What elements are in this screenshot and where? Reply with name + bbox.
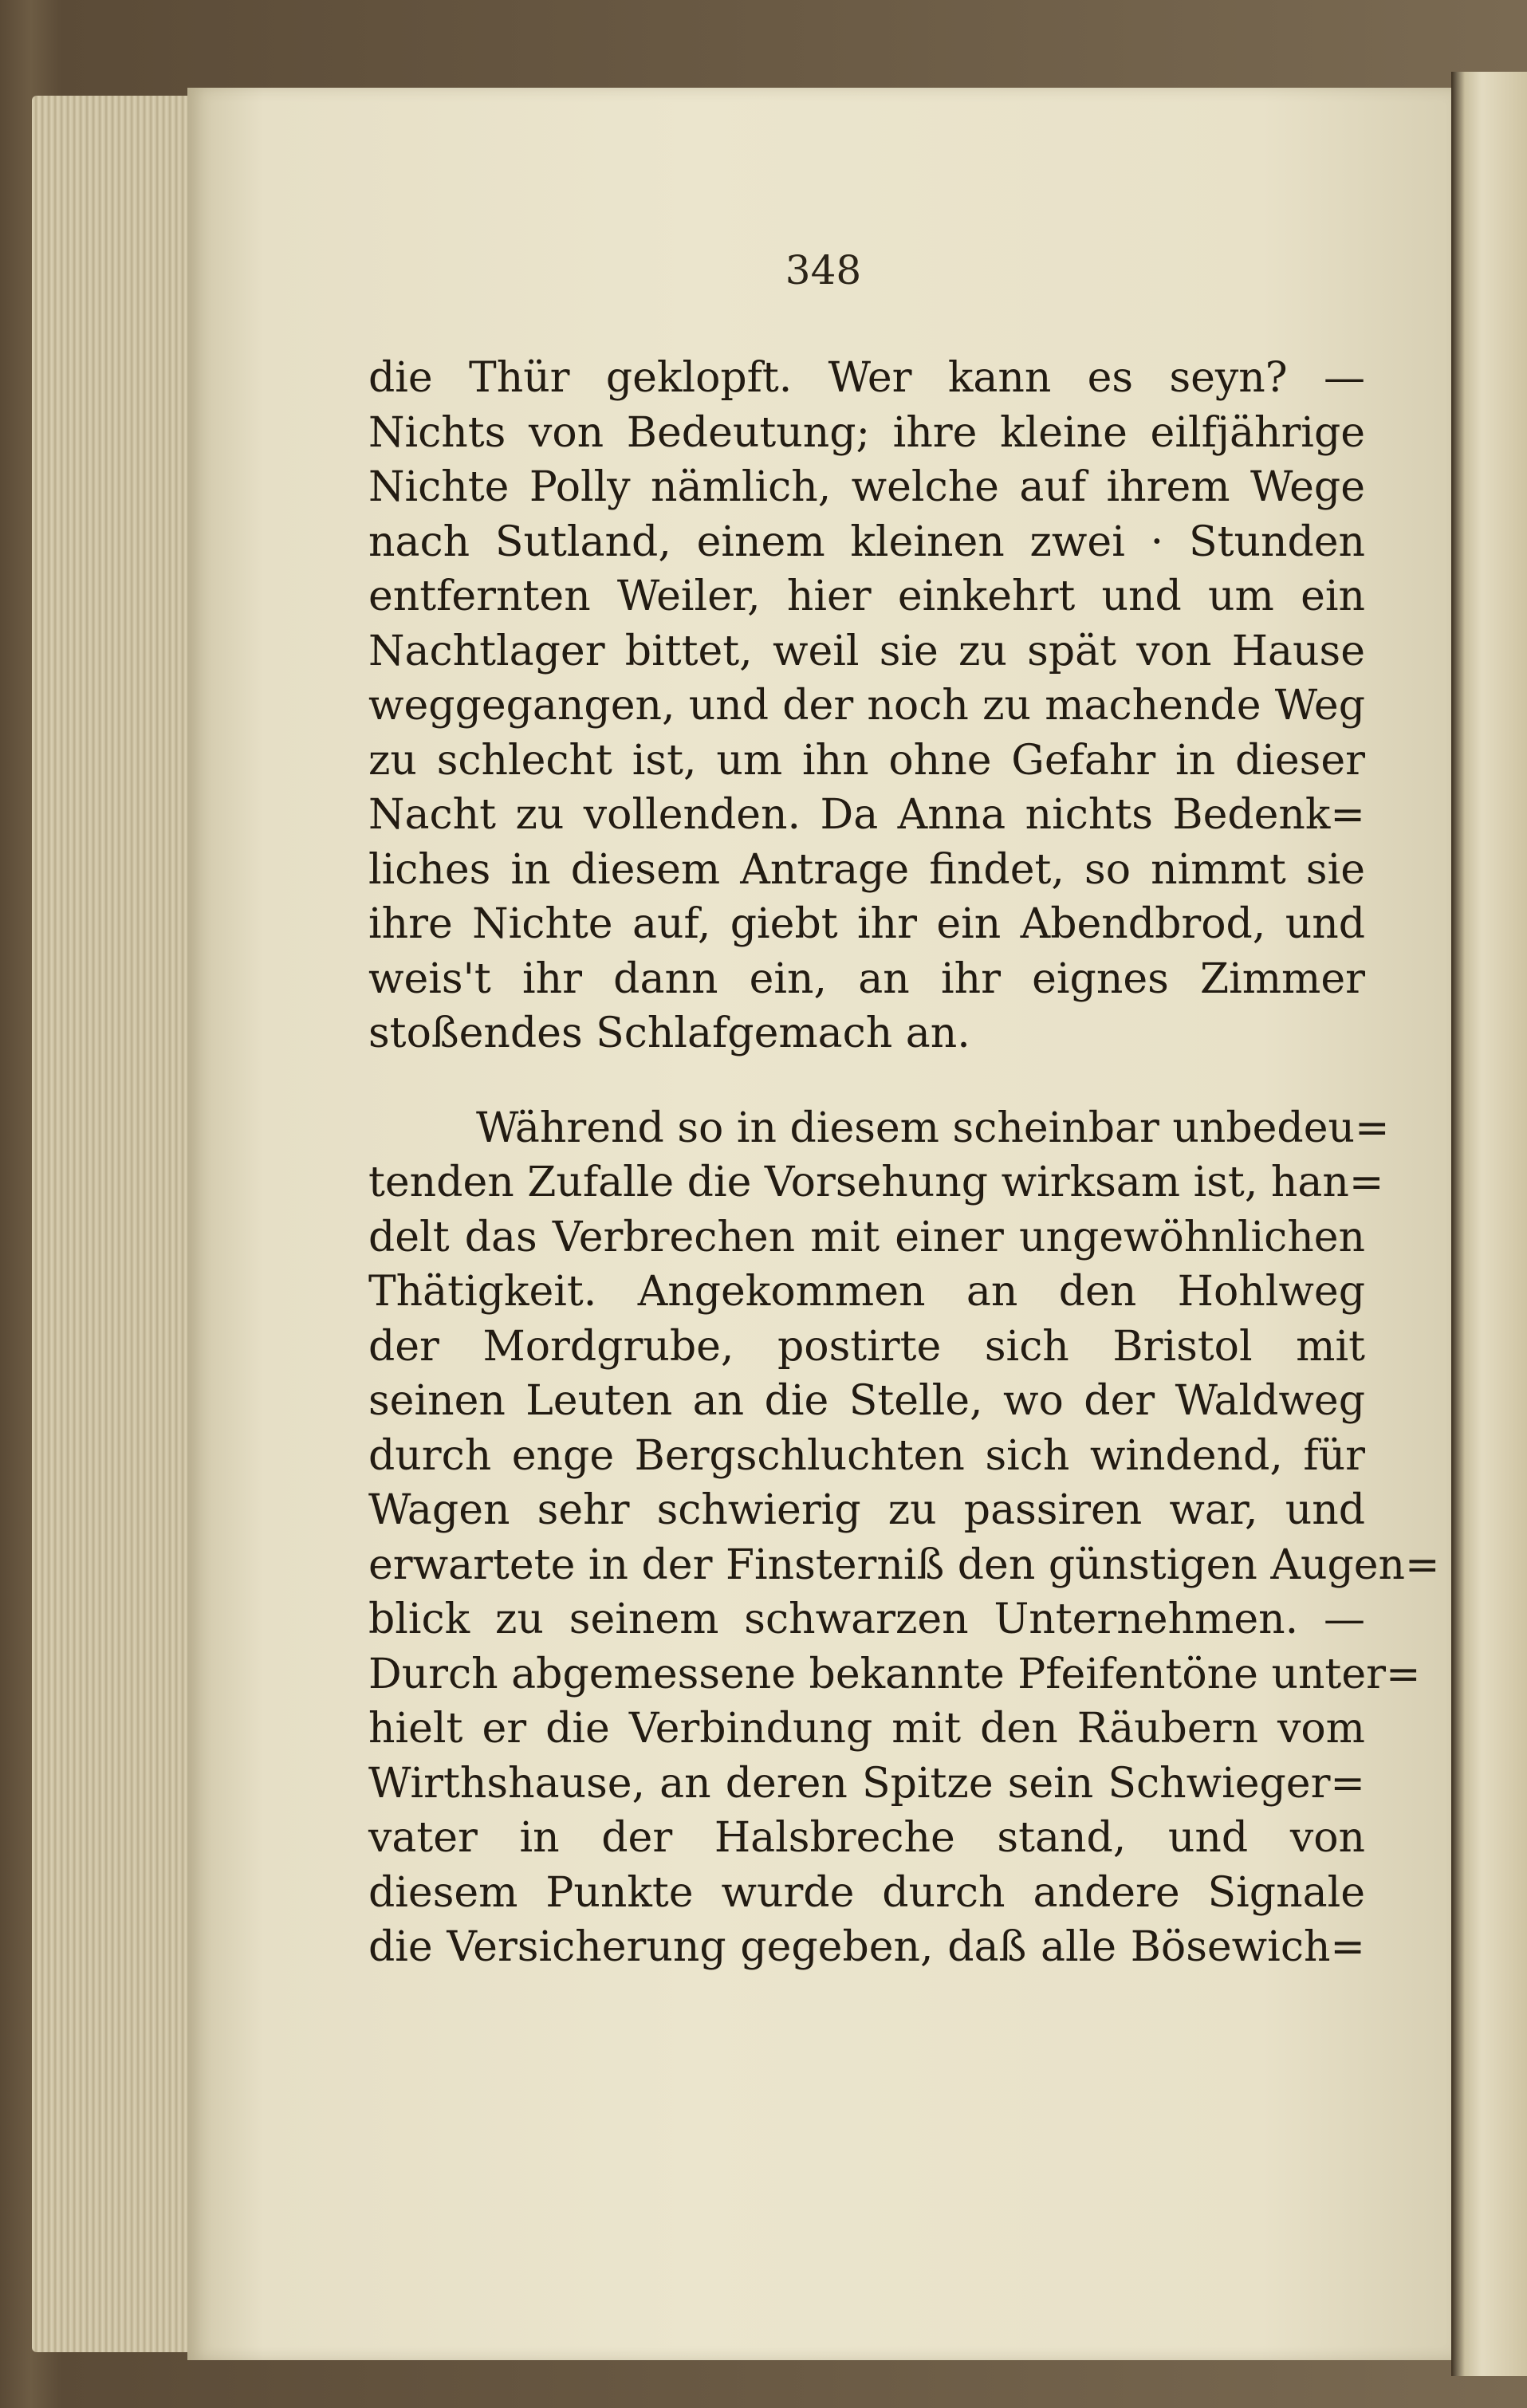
text-line: liches in diesem Antrage findet, so nimmt sie <box>368 845 1365 894</box>
text-line: zu schlecht ist, um ihn ohne Gefahr in dieser <box>368 736 1365 785</box>
text-line: weis't ihr dann ein, an ihr eignes Zimmer <box>368 954 1365 1003</box>
text-line: durch enge Bergschluchten sich windend, für <box>368 1431 1365 1480</box>
text-line: tenden Zufalle die Vorsehung wirksam ist, han= <box>368 1159 1384 1206</box>
text-line: blick zu seinem schwarzen Unternehmen. — <box>368 1595 1365 1643</box>
text-line: seinen Leuten an die Stelle, wo der Waldweg <box>368 1377 1365 1425</box>
text-line: Wagen sehr schwierig zu passiren war, und <box>368 1486 1365 1534</box>
text-line: weggegangen, und der noch zu machende Weg <box>368 682 1365 730</box>
text-line: hielt er die Verbindung mit den Räubern vom <box>368 1705 1365 1753</box>
text-line: Durch abgemessene bekannte Pfeifentöne unter= <box>368 1650 1421 1698</box>
text-line: die Versicherung gegeben, daß alle Bösewich= <box>368 1923 1365 1971</box>
text-line: vater in der Halsbreche stand, und von <box>368 1814 1365 1862</box>
text-line: Nichte Polly nämlich, welche auf ihrem Wege <box>368 463 1365 511</box>
page-stack-edge <box>32 96 191 2352</box>
paragraph-gap <box>368 1061 1365 1101</box>
text-line: Wirthshause, an deren Spitze sein Schwieger= <box>368 1759 1365 1808</box>
text-line: Nichts von Bedeutung; ihre kleine eilfjährige <box>368 408 1365 457</box>
facing-page-edge <box>1451 72 1527 2376</box>
page-number: 348 <box>785 247 862 293</box>
text-line: delt das Verbrechen mit einer ungewöhnlichen <box>368 1213 1365 1261</box>
text-line: Nachtlager bittet, weil sie zu spät von Hause <box>368 627 1365 675</box>
text-line: Thätigkeit. Angekommen an den Hohlweg <box>368 1268 1365 1316</box>
text-line: erwartete in der Finsterniß den günstigen Augen= <box>368 1540 1440 1589</box>
text-line: die Thür geklopft. Wer kann es seyn? — <box>368 354 1365 402</box>
text-line: entfernten Weiler, hier einkehrt und um ein <box>368 572 1365 620</box>
text-line: Nacht zu vollenden. Da Anna nichts Bedenk= <box>368 791 1365 839</box>
body-text <box>368 351 1440 1975</box>
text-line: diesem Punkte wurde durch andere Signale <box>368 1868 1365 1917</box>
text-line: stoßendes Schlafgemach an. <box>368 1009 970 1057</box>
text-line: der Mordgrube, postirte sich Bristol mit <box>368 1322 1365 1371</box>
text-line: nach Sutland, einem kleinen zwei · Stunden <box>368 517 1365 566</box>
text-line: Während so in diesem scheinbar unbedeu= <box>476 1104 1390 1152</box>
text-line: ihre Nichte auf, giebt ihr ein Abendbrod, und <box>368 900 1365 948</box>
